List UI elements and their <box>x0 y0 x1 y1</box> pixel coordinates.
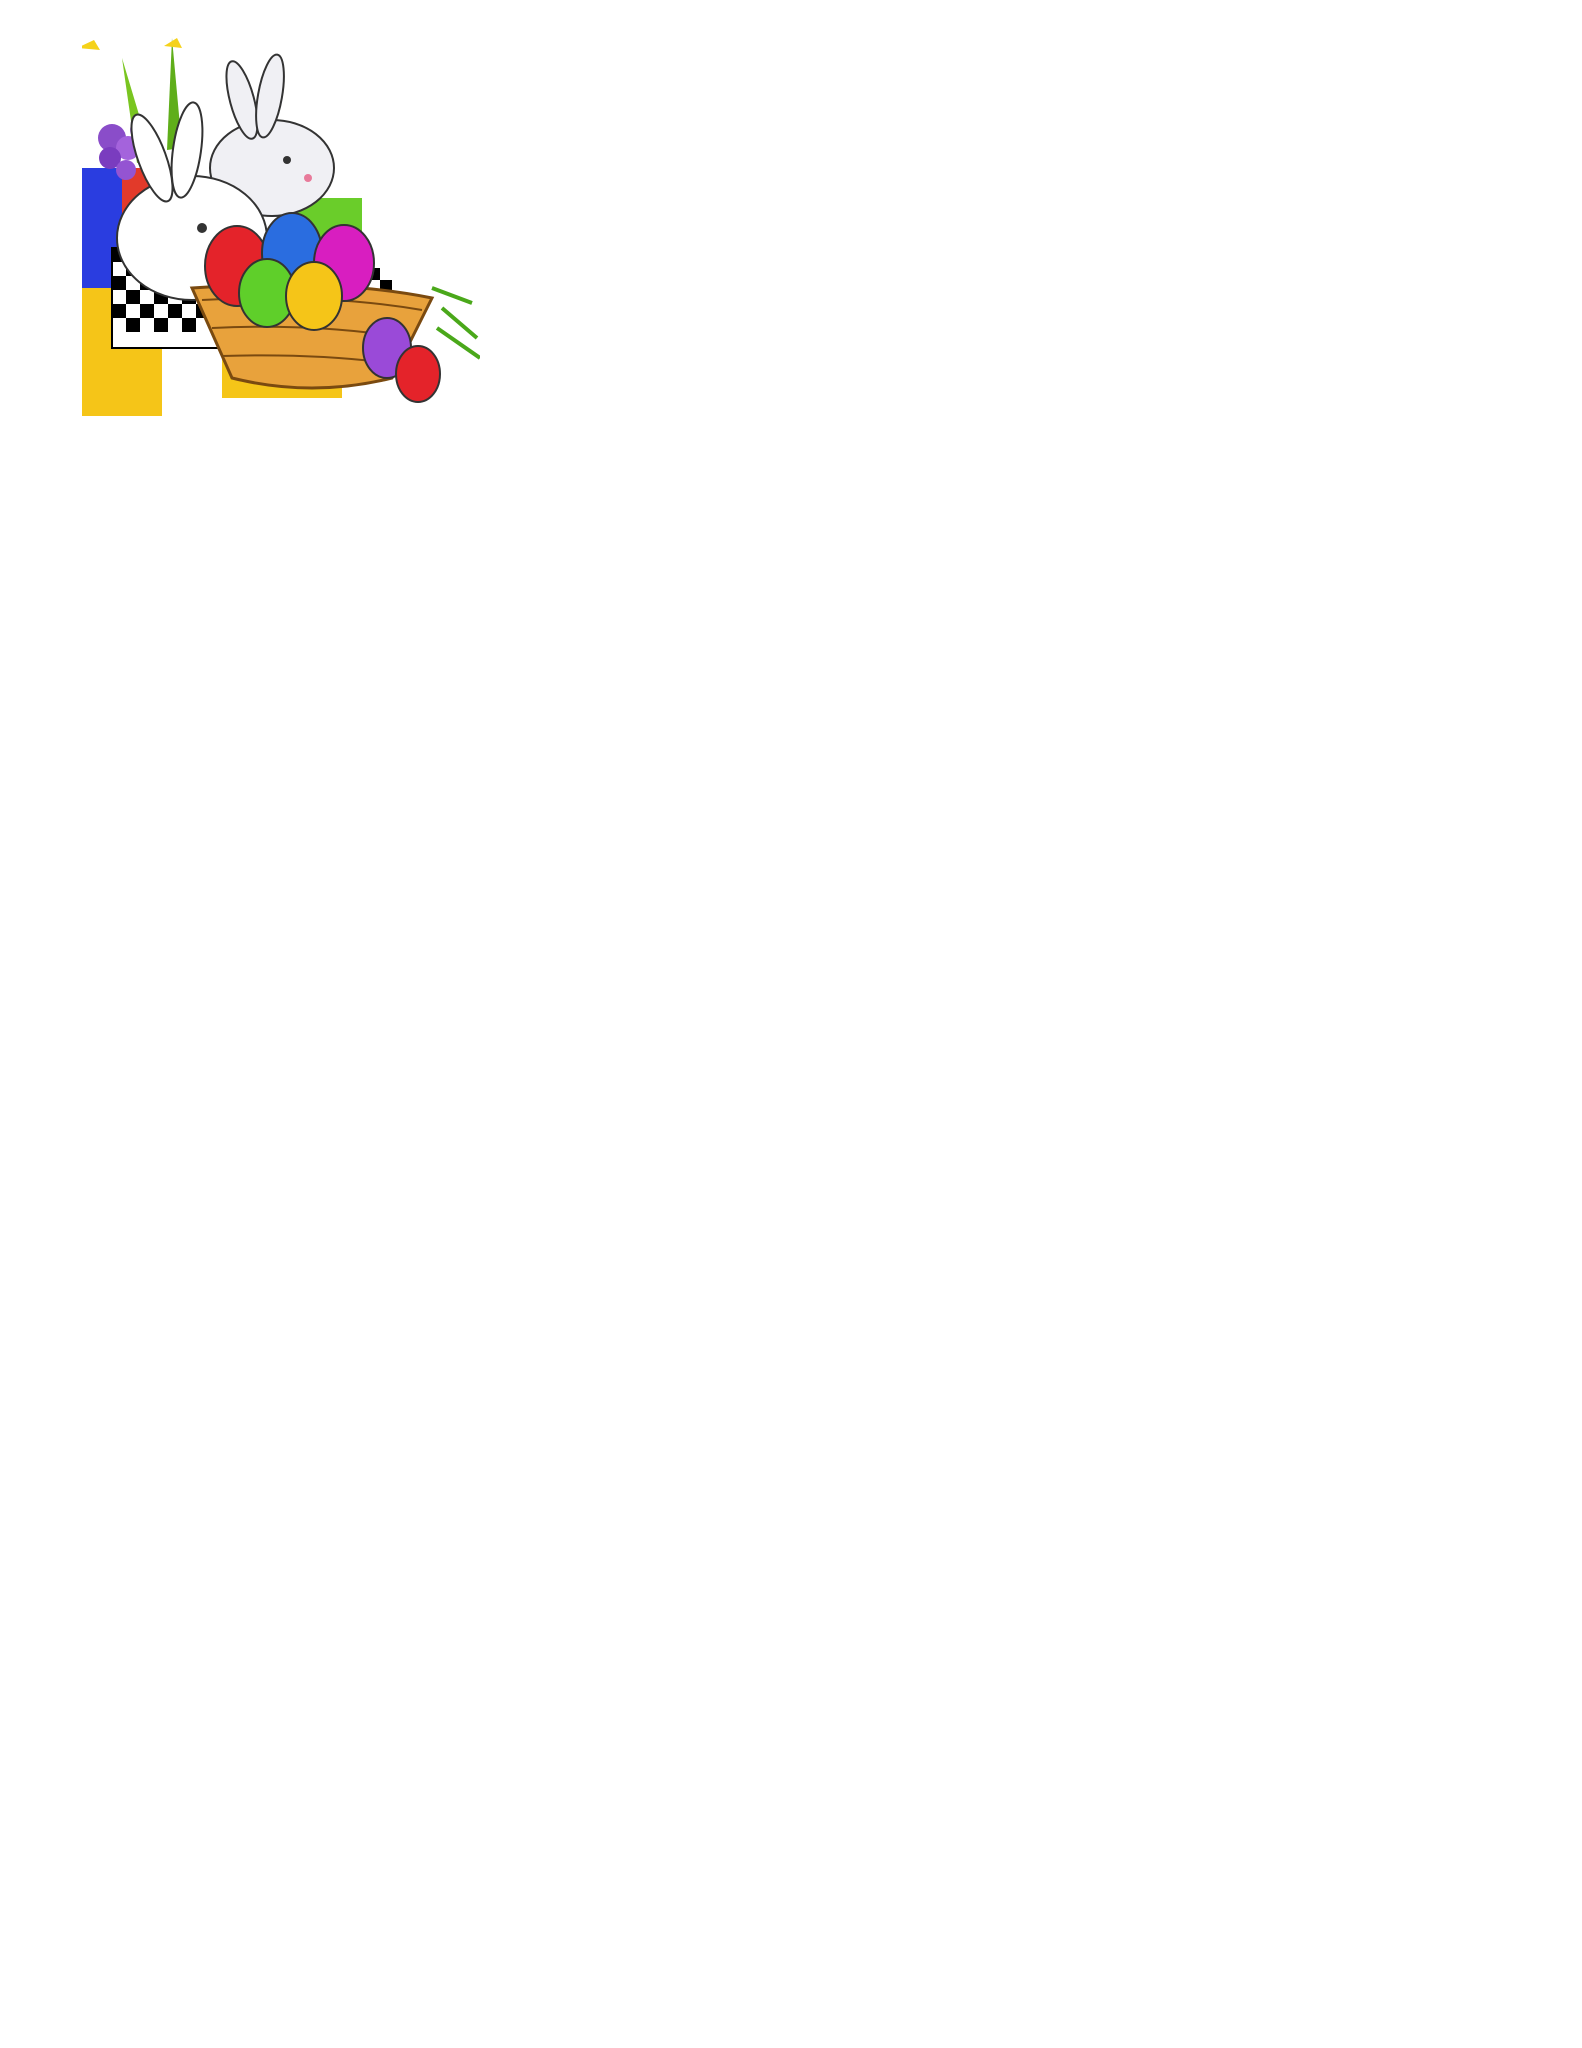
call-line <box>0 1774 1582 1825</box>
intro-text <box>503 126 1563 360</box>
intro-line-5 <box>503 316 641 356</box>
egg-basket <box>192 213 480 402</box>
footer <box>0 1774 1582 1825</box>
easter-bunnies-clipart <box>82 38 480 416</box>
